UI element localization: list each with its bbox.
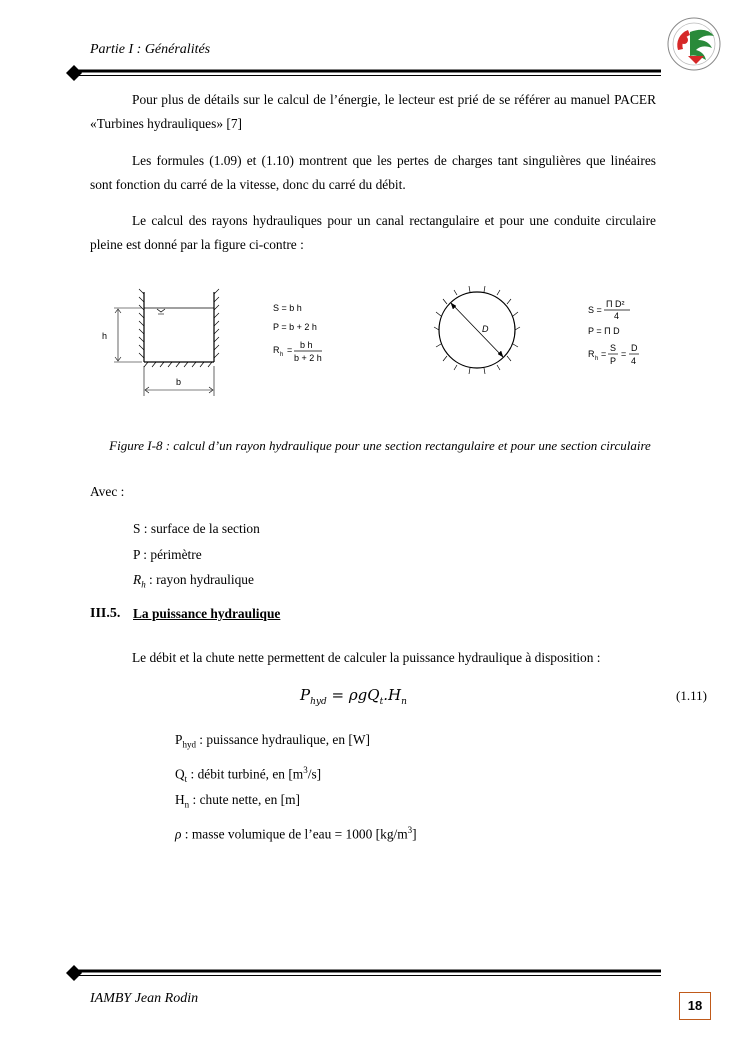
variable-text: : débit turbiné, en [m — [187, 766, 304, 782]
variable-sup: 3 — [303, 765, 308, 775]
circle-formula-s-den: 4 — [614, 311, 620, 321]
equation-p: P — [300, 686, 311, 704]
variable-text: : masse volumique de l’eau = 1000 [kg/m — [181, 826, 408, 842]
circle-formula-rh-f2-num: D — [631, 343, 638, 353]
rect-formula-rh-den: b + 2 h — [294, 353, 322, 363]
svg-text:=: = — [621, 349, 627, 359]
definition-symbol: S — [133, 521, 141, 536]
equation-q-sub: t — [379, 697, 384, 707]
figure-caption: Figure I-8 : calcul d’un rayon hydraulique pour une section rectangulaire et pour une section circulaire — [109, 438, 651, 453]
definition-text: : surface de la section — [140, 521, 260, 536]
variable-symbol: Q — [175, 766, 185, 782]
paragraph-2: Les formules (1.09) et (1.10) montrent que les pertes de charges tant singulières que linéaires sont fonction du carré de la vitesse, donc du carré du débit. — [90, 153, 656, 192]
variable-tail: ] — [412, 826, 417, 842]
equation-h: .H — [383, 686, 402, 704]
svg-text:=: = — [601, 349, 607, 359]
circle-formula-s-num: Π D² — [606, 299, 625, 309]
circle-formula-rh-f2-den: 4 — [631, 356, 637, 366]
variable-text: : chute nette, en [m] — [189, 792, 300, 807]
variable-text: : puissance hydraulique, en [W] — [195, 732, 370, 747]
rect-formula-rh-num: b h — [300, 340, 313, 350]
avec-label: Avec : — [90, 484, 125, 499]
circular-conduit-diagram — [434, 286, 520, 374]
header-rule — [66, 64, 661, 82]
university-logo-icon — [664, 16, 724, 72]
equation-p-sub: hyd — [310, 697, 327, 707]
svg-text:=: = — [287, 345, 293, 355]
definition-text: : rayon hydraulique — [145, 572, 254, 587]
definition-symbol: P — [133, 546, 140, 562]
paragraph-1: Pour plus de détails sur le calcul de l’énergie, le lecteur est prié de se référer au manuel PACER «Turbines hydrauliques» [7] — [90, 92, 656, 131]
circle-formula-rh-f1-den: P — [610, 356, 617, 366]
rect-formula-rh-lhs: R — [273, 345, 280, 355]
paragraph-3: Le calcul des rayons hydrauliques pour un canal rectangulaire et pour une conduite circulaire pleine est donné par la figure ci-contre : — [90, 213, 656, 252]
variable-item — [175, 727, 417, 757]
variable-symbol: H — [175, 792, 185, 807]
circle-formula-p: P = Π D — [588, 326, 620, 336]
equation-h-sub: n — [401, 697, 407, 707]
rect-width-label: b — [176, 377, 182, 387]
variable-item — [175, 817, 417, 847]
header-title: Partie I : Généralités — [90, 42, 211, 57]
rectangular-channel-diagram — [114, 289, 219, 396]
section-title: La puissance hydraulique — [133, 606, 281, 621]
section-number: III.5. — [90, 606, 121, 621]
hydraulic-radius-figure — [90, 280, 690, 410]
rect-formula-rh-sub: h — [280, 352, 284, 358]
rect-height-label: h — [102, 331, 108, 341]
variable-symbol: P — [175, 732, 183, 747]
page-number: 18 — [679, 992, 711, 1020]
equation-rhs: = ρgQ — [326, 686, 380, 704]
circle-formula-s-lhs: S = — [588, 305, 602, 315]
circle-diameter-label: D — [482, 324, 489, 334]
variable-sub: hyd — [182, 739, 196, 750]
variable-tail: /s] — [307, 766, 322, 782]
footer-author: IAMBY Jean Rodin — [90, 991, 199, 1006]
circle-formula-rh-lhs: R — [588, 349, 595, 359]
variables-list — [175, 727, 417, 847]
definition-item — [133, 542, 260, 568]
definition-item — [133, 516, 260, 542]
definition-text: : périmètre — [139, 546, 202, 562]
rect-formula-p: P = b + 2 h — [273, 322, 317, 332]
equation-power — [300, 686, 407, 707]
definition-sub: h — [141, 579, 146, 590]
circle-formula-rh-sub: h — [595, 356, 599, 362]
footer-rule — [66, 964, 661, 982]
definitions-list — [133, 516, 260, 593]
section-intro: Le débit et la chute nette permettent de calculer la puissance hydraulique à disposition : — [132, 650, 601, 665]
variable-symbol: ρ — [175, 826, 182, 842]
variable-sub: n — [184, 799, 190, 810]
variable-item — [175, 757, 417, 787]
variable-sub: t — [184, 774, 188, 785]
variable-sup: 3 — [407, 825, 413, 835]
definition-item — [133, 567, 260, 593]
variable-item — [175, 787, 417, 817]
equation-number: (1.11) — [676, 688, 707, 703]
circle-formula-rh-f1-num: S — [610, 343, 617, 353]
definition-symbol: R — [133, 572, 142, 587]
rect-formula-s: S = b h — [273, 303, 302, 313]
